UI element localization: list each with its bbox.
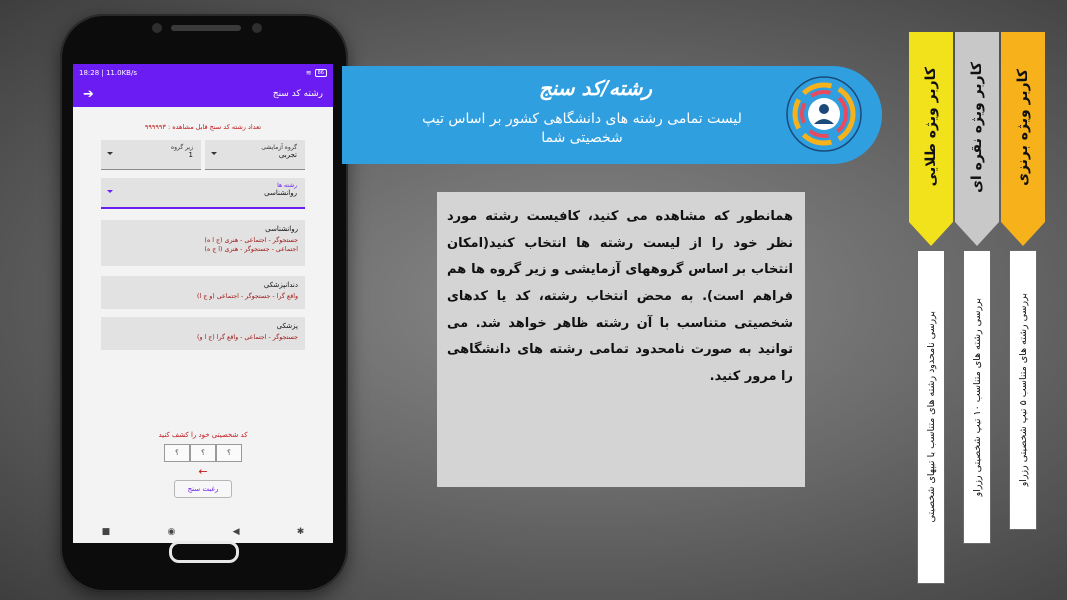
- ribbon-detail: بررسی رشته های متناسب ۵ تیپ شخصیتی رزراو: [1017, 293, 1029, 487]
- description-box: همانطور که مشاهده می کنید، کافیست رشته مورد نظر خود را از لیست رشته ها انتخاب کنید(امکان انتخاب بر اساس گروههای آزمایشی و زیر گروه ها هم فراهم است). به محض انتخاب رشته، کد یا کدهای شخصیتی متناسب با آن رشته ظاهر خواهد شد. می توانید به صورت نامحدود تمامی رشته های دانشگاهی را مرور کنید.: [437, 192, 805, 487]
- code-box[interactable]: ؟: [190, 444, 216, 462]
- ribbon-title: کاربر ویژه نقره ای: [969, 61, 985, 193]
- status-time: 18:28 | 11.0KB/s: [79, 68, 137, 77]
- code-box[interactable]: ؟: [216, 444, 242, 462]
- filter-row: [101, 140, 305, 170]
- ribbon-tip: [1001, 222, 1045, 246]
- ribbon-silver: [955, 32, 999, 544]
- group-select[interactable]: [205, 140, 305, 170]
- code-boxes: [101, 444, 305, 462]
- ribbon-title: کاربر ویژه طلایی: [923, 67, 939, 187]
- list-item[interactable]: [101, 317, 305, 350]
- ribbon-bronze: [1001, 32, 1045, 530]
- phone-screen: [73, 64, 333, 543]
- ribbon-band: [955, 32, 999, 222]
- battery-icon: 86: [315, 69, 327, 77]
- arrow-right-icon[interactable]: ➔: [83, 86, 94, 102]
- feature-header: [342, 66, 882, 164]
- feature-description: لیست تمامی رشته های دانشگاهی کشور بر اساس تیپ شخصیتی شما: [422, 111, 742, 146]
- subgroup-select-label: زیر گروه: [171, 144, 193, 151]
- screen-content: [73, 123, 333, 498]
- system-nav-bar: [73, 521, 333, 543]
- list-item-title: روانشناسی: [265, 225, 298, 233]
- subgroup-select[interactable]: [101, 140, 201, 170]
- field-select-label: رشته ها: [277, 182, 297, 189]
- group-select-value: تجربی: [278, 151, 297, 159]
- group-select-label: گروه آزمایشی: [261, 144, 297, 151]
- ribbon-tip: [955, 222, 999, 246]
- ribbon-tip: [909, 222, 953, 246]
- chevron-down-icon: [211, 152, 217, 155]
- status-bar: [73, 64, 333, 81]
- chevron-down-icon: [107, 152, 113, 155]
- phone-sensor: [252, 23, 262, 33]
- list-item-code: جستجوگر - اجتماعی - واقع گرا (ج ا و): [196, 334, 298, 341]
- discover-text: کد شخصیتی خود را کشف کنید: [158, 431, 248, 439]
- ribbon-gold: [909, 32, 953, 584]
- phone-mockup: [60, 14, 348, 592]
- ribbon-band: [909, 32, 953, 222]
- ribbon-panel: [963, 250, 991, 544]
- wifi-icon: ≋: [305, 68, 312, 77]
- list-item-code: واقع گرا - جستجوگر - اجتماعی (و ج ا): [196, 293, 298, 300]
- subgroup-select-value: 1: [188, 151, 193, 159]
- ribbon-panel: [1009, 250, 1037, 530]
- app-bar: [73, 81, 333, 107]
- arrow-left-icon: ←: [198, 465, 208, 478]
- code-box[interactable]: ؟: [164, 444, 190, 462]
- accessibility-icon[interactable]: ✱: [296, 527, 305, 537]
- phone-speaker: [171, 25, 241, 31]
- ribbon-band: [1001, 32, 1045, 222]
- ribbon-detail: بررسی رشته های متناسب ۱۰ تیپ شخصیتی رزراو: [971, 297, 983, 497]
- back-icon[interactable]: ◀: [232, 527, 240, 537]
- chevron-down-icon: [107, 190, 113, 193]
- feature-title: رشته/کد سنج: [538, 76, 652, 100]
- recents-icon[interactable]: ■: [101, 527, 111, 537]
- personality-wheel-icon: [786, 76, 862, 152]
- list-item-title: دندانپزشکی: [263, 281, 298, 289]
- phone-home-button: [169, 541, 239, 563]
- field-select-value: روانشناسی: [264, 189, 297, 197]
- ribbon-detail: بررسی نامحدود رشته های متناسب با تیپهای شخصیتی: [925, 311, 937, 523]
- app-title: رشته کد سنج: [272, 89, 323, 99]
- list-item[interactable]: [101, 220, 305, 266]
- ribbon-title: کاربر ویژه برنزی: [1015, 68, 1031, 186]
- phone-camera: [152, 23, 162, 33]
- ribbon-panel: [917, 250, 945, 584]
- field-select[interactable]: [101, 178, 305, 209]
- interest-test-button[interactable]: رغبت سنج: [174, 480, 232, 498]
- home-icon[interactable]: ◉: [167, 527, 176, 537]
- list-item[interactable]: [101, 276, 305, 309]
- visible-count-text: تعداد رشته کد سنج قابل مشاهده : ۹۹۹۹۹۳: [144, 123, 262, 131]
- list-item-code: جستجوگر - اجتماعی - هنری (ج ا ه): [204, 237, 298, 244]
- list-item-code: اجتماعی - جستجوگر - هنری (ا ج ه): [204, 246, 298, 254]
- list-item-title: پزشکی: [276, 322, 298, 330]
